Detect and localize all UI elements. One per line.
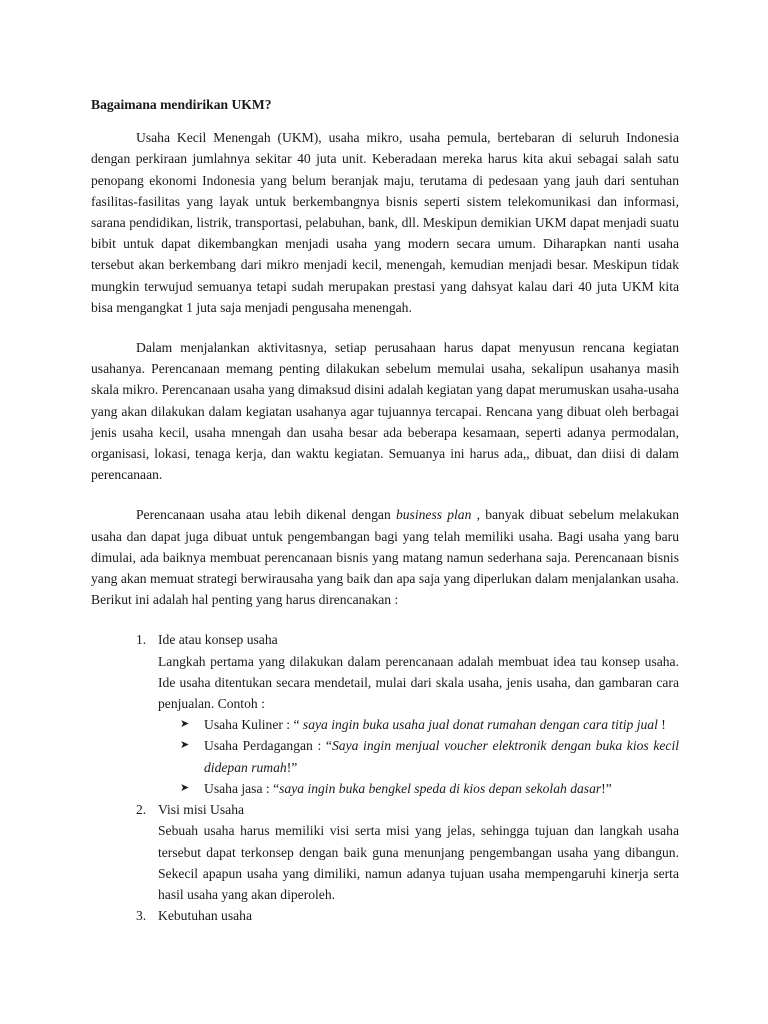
paragraph-business-plan-lead: Perencanaan usaha atau lebih dikenal dengan — [136, 507, 396, 523]
step-number: 2. — [136, 802, 147, 818]
example-quote: Saya ingin menjual voucher elektronik dengan buka kios kecil didepan rumah — [204, 738, 679, 775]
example-item — [158, 778, 679, 799]
paragraph-business-plan — [91, 504, 679, 610]
step-body: Sebuah usaha harus memiliki visi serta misi yang jelas, sehingga tujuan dan langkah usaha tersebut dapat terkonsep dengan baik guna menunjang pengembangan usaha yang dibangun. Sekecil apapun usaha yang dimiliki, namun adanya tujuan usaha mempengaruhi kinerja serta hasil usaha yang akan diperoleh. — [158, 823, 679, 902]
example-quote: saya ingin buka bengkel speda di kios depan sekolah dasar — [279, 780, 602, 796]
step-item — [91, 799, 679, 905]
step-number: 1. — [136, 632, 147, 648]
example-label: Usaha Kuliner : “ — [204, 717, 303, 733]
example-end: !” — [286, 759, 298, 775]
document-content — [91, 94, 679, 926]
example-end: !” — [601, 780, 612, 796]
example-quote: saya ingin buka usaha jual donat rumahan dengan cara titip jual — [302, 717, 658, 733]
step-number: 3. — [136, 908, 147, 924]
example-label: Usaha jasa : “ — [204, 780, 280, 796]
step-body: Langkah pertama yang dilakukan dalam perencanaan adalah membuat idea tau konsep usaha. Ide usaha ditentukan secara mendetail, mulai dari skala usaha, jenis usaha, dan gambaran cara penjualan. Contoh : — [158, 653, 679, 712]
example-item — [158, 714, 679, 735]
document-title: Bagaimana mendirikan UKM? — [91, 97, 272, 112]
paragraph-planning: Dalam menjalankan aktivitasnya, setiap perusahaan harus dapat menyusun rencana kegiatan usahanya. Perencanaan memang penting dilakukan sebelum memulai usaha, sekalipun usahanya masih skala mikro. Perencanaan usaha yang dimaksud disini adalah kegiatan yang dapat merumuskan usaha-usaha yang akan dilakukan dalam kegiatan usahanya agar tujuannya tercapai. Rencana yang dibuat oleh berbagai jenis usaha kecil, usaha mnengah dan usaha besar ada beberapa kesamaan, seperti adanya permodalan, organisasi, lokasi, tenaga kerja, dan waktu kegiatan. Semuanya ini harus ada,, dibuat, dan diisi di dalam perencanaan. — [91, 340, 679, 483]
arrow-bullet-icon: ➤ — [180, 781, 190, 794]
step-heading: Ide atau konsep usaha — [158, 632, 278, 648]
arrow-bullet-icon: ➤ — [180, 739, 190, 752]
example-item — [158, 735, 679, 777]
step-heading: Kebutuhan usaha — [158, 908, 252, 924]
step-item — [91, 905, 679, 926]
example-end: ! — [657, 717, 666, 733]
step-heading: Visi misi Usaha — [158, 802, 245, 818]
business-plan-term: business plan — [395, 507, 477, 523]
example-label: Usaha Perdagangan : “ — [204, 738, 332, 754]
examples-list — [158, 714, 679, 799]
step-item — [91, 629, 679, 799]
planning-steps-list — [91, 629, 679, 926]
paragraph-intro: Usaha Kecil Menengah (UKM), usaha mikro, usaha pemula, bertebaran di seluruh Indonesia dengan perkiraan jumlahnya sekitar 40 juta unit. Keberadaan mereka harus kita akui sebagai salah satu penopang ekonomi Indonesia yang belum beranjak maju, terutama di pedesaan yang jauh dari sentuhan fasilitas-fasilitas yang layak untuk berkembangnya bisnis seperti sistem telekomunikasi dan informasi, sarana pendidikan, listrik, transportasi, pelabuhan, bank, dll. Meskipun demikian UKM dapat menjadi suatu bibit untuk dapat dikembangkan menjadi usaha yang modern secara umum. Diharapkan nanti usaha tersebut akan berkembang dari mikro menjadi kecil, menengah, kemudian menjadi besar. Meskipun tidak mungkin terwujud semuanya tetapi sudah merupakan prestasi yang dahsyat kalau dari 40 juta UKM kita bisa mengangkat 1 juta saja menjadi pengusaha menengah. — [91, 130, 679, 315]
paragraph-business-plan-rest: , banyak dibuat sebelum melakukan usaha dan dapat juga dibuat untuk pengembangan bagi yang telah memiliki usaha. Bagi usaha yang baru dimulai, ada baiknya membuat perencanaan bisnis yang matang namun sederhana saja. Perencanaan bisnis yang akan memuat strategi berwirausaha yang baik dan apa saja yang diperlukan dalam menjalankan usaha. Berikut ini adalah hal penting yang harus direncanakan : — [91, 507, 679, 608]
arrow-bullet-icon: ➤ — [180, 718, 190, 731]
